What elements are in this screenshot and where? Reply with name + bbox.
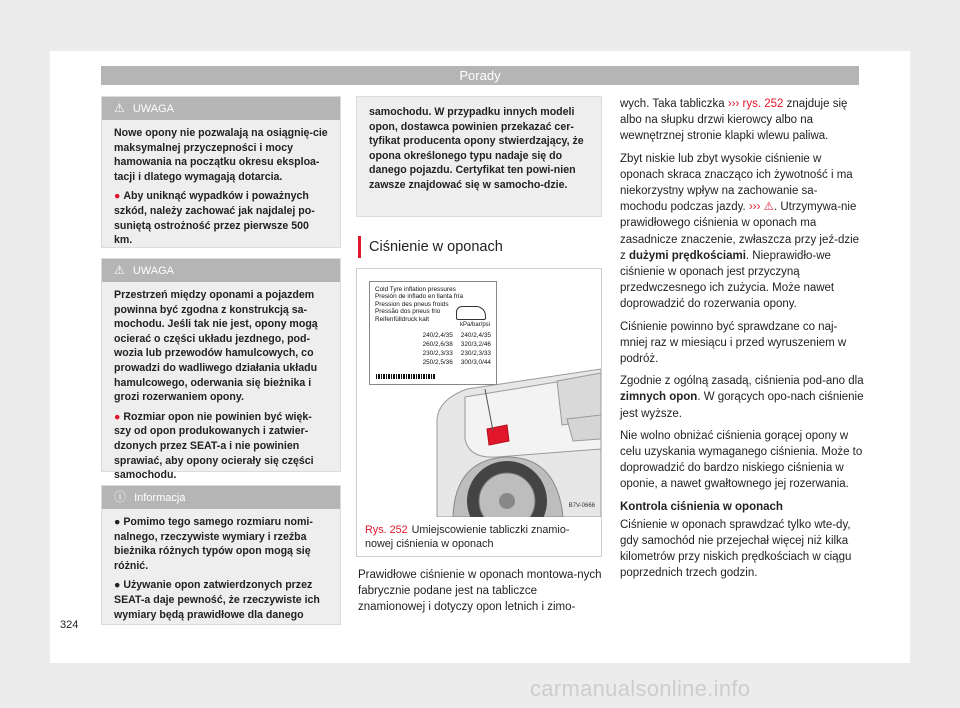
paragraph: Ciśnienie w oponach sprawdzać tylko wte-dy, gdy samochód nie przejechał więcej niż kilka kilometrów przy niskich prędkościach w ciągu poprzednich trzech godzin. [620, 518, 852, 580]
pressure-front: 250/2,5/36 [422, 359, 453, 367]
pressure-rear: 300/3,0/44 [460, 359, 491, 367]
col3-body-text [620, 96, 864, 588]
label-line: Reifenfülldruck kalt [375, 315, 429, 323]
paragraph: wych. Taka tabliczka ››› rys. 252 znajduje się albo na słupku drzwi kierowcy albo na wewnętrznej stronie klapki wlewu paliwa. [620, 98, 848, 143]
tyre-pressure-label [369, 281, 497, 385]
label-line: Cold Tyre inflation pressures [375, 286, 456, 293]
caption-text: Umiejscowienie tabliczki znamio-nowej ciśnienia w oponach [365, 524, 570, 550]
label-line: Pression des pneus froids [375, 300, 449, 308]
label-unit: kPa/bar/psi [459, 322, 490, 328]
info-header [102, 486, 340, 509]
label-line: Presión de inflado en llanta fría [375, 293, 464, 301]
paragraph: Ciśnienie powinno być sprawdzane co naj-mniej raz w miesiącu i przed wyruszeniem w podróż. [620, 320, 847, 366]
watermark: carmanualsonline.info [530, 676, 751, 701]
paragraph: Nie wolno obniżać ciśnienia gorącej opony w celu uzyskania wymaganego ciśnienia. Może to doprowadzić do bardzo niskiego ciśnienia w oponie, a nawet gwałtownego jej rozerwania. [620, 429, 863, 491]
warning-header [102, 97, 340, 120]
warning-box-1 [101, 96, 341, 248]
bullet-icon: ● [114, 579, 124, 592]
info-box [101, 485, 341, 625]
page-number: 324 [60, 619, 79, 631]
pressure-front: 230/2,3/33 [422, 350, 453, 358]
barcode-icon [376, 374, 436, 379]
figure-code: B7V-0666 [568, 503, 595, 509]
subheading: Kontrola ciśnienia w oponach [620, 500, 783, 513]
pressure-rear: 230/2,3/33 [460, 350, 491, 358]
warning-box-2 [101, 258, 341, 482]
warning-label: UWAGA [132, 265, 174, 277]
figure-tyre-label [356, 268, 602, 557]
warning-triangle-icon: ⚠ [114, 101, 125, 115]
warning-header [102, 259, 340, 282]
warning-label: UWAGA [132, 103, 174, 115]
paragraph: Zgodnie z ogólną zasadą, ciśnienia pod-ano dla zimnych opon. W gorących opo-nach ciśnienie jest wyższe. [620, 375, 864, 420]
pressure-rear: 320/3,2/46 [460, 341, 491, 349]
warning-triangle-icon[interactable]: ⚠ [763, 201, 774, 214]
warning-bullet: Aby uniknąć wypadków i poważnych szkód, należy zachować jak najdalej po-suniętą ostrożność przez pierwsze 500 km. [114, 190, 315, 247]
label-line: Pressão dos pneus frio [375, 308, 441, 316]
warning-text: Nowe opony nie pozwalają na osiągnię-cie maksymalnej przyczepności i mocy hamowania na początku okresu eksploa-tacji i dlatego wymagają dotarcia. [114, 127, 328, 183]
warning-continuation-box [356, 96, 602, 217]
paragraph: Prawidłowe ciśnienie w oponach montowa-nych fabrycznie podane jest na tabliczce znamionowej i dotyczy opon letnich i zimo- [358, 569, 602, 614]
pressure-front: 260/2,6/38 [422, 341, 453, 349]
warning-continuation-text: samochodu. W przypadku innych modeli opon, dostawca powinien przekazać cer-tyfikat producenta opony stwierdzający, że opona określonego typu nadaje się do danego pojazdu. Certyfikat ten powi-nien zawsze znajdować się w samocho-dzie. [369, 106, 584, 191]
warning-bullet: Rozmiar opon nie powinien być więk-szy od opon produkowanych i zatwier-dzonych przez SEAT-a i nie powinien sprawiać, aby opony ocierały się części samochodu. [114, 410, 314, 482]
section-title: Ciśnienie w oponach [358, 236, 615, 258]
label-car-icon [456, 306, 486, 320]
figure-caption [365, 523, 595, 551]
col2-body-text [358, 567, 604, 622]
paragraph: Zbyt niskie lub zbyt wysokie ciśnienie w oponach skraca znacząco ich żywotność i ma niekorzystny wpływ na zachowanie sa-mochodu podczas jazdy. ››› ⚠. Utrzymywa-nie prawidłowego ciśnienia w oponach ma zasadnicze znaczenie, zwłaszcza przy jeź-dzie z dużymi prędkościami. Nieprawidło-we ciśnienie w oponach jest przyczyną przedwczesnego ich zużycia. Może nawet doprowadzić do rozerwania opony. [620, 152, 860, 311]
warning-text: Przestrzeń między oponami a pojazdem powinna być zgodna z konstrukcją sa-mochodu. Jeśli tak nie jest, opony mogą ocierać o części układu jezdnego, pod-wozia lub przewodów hamulcowych, co prowadzi do wadliwego działania układu hamulcowego, oderwania się bieżnika i grozi rozerwaniem opony. [114, 289, 318, 404]
pressure-rear: 240/2,4/35 [460, 332, 491, 340]
bullet-icon: ● [114, 190, 121, 203]
bullet-icon: ● [114, 516, 124, 528]
figure-ref: Rys. 252 [365, 524, 408, 536]
figure-link[interactable]: rys. 252 [742, 98, 784, 110]
info-icon: ⓘ [114, 490, 127, 504]
page-header: Porady [101, 66, 859, 85]
info-bullet-2: Używanie opon zatwierdzonych przez SEAT-a daje pewność, że rzeczywiste ich wymiary będą prawidłowe dla danego [114, 579, 320, 621]
warning-triangle-icon: ⚠ [114, 263, 125, 277]
pressure-front: 240/2,4/35 [422, 332, 453, 340]
info-label: Informacja [134, 492, 186, 504]
info-bullet-1: Pomimo tego samego rozmiaru nomi-nalnego, rzeczywiste wymiary i rzeźba bieżnika różnych typów opon mogą się różnić. [114, 516, 313, 572]
bullet-icon: ● [114, 410, 121, 423]
